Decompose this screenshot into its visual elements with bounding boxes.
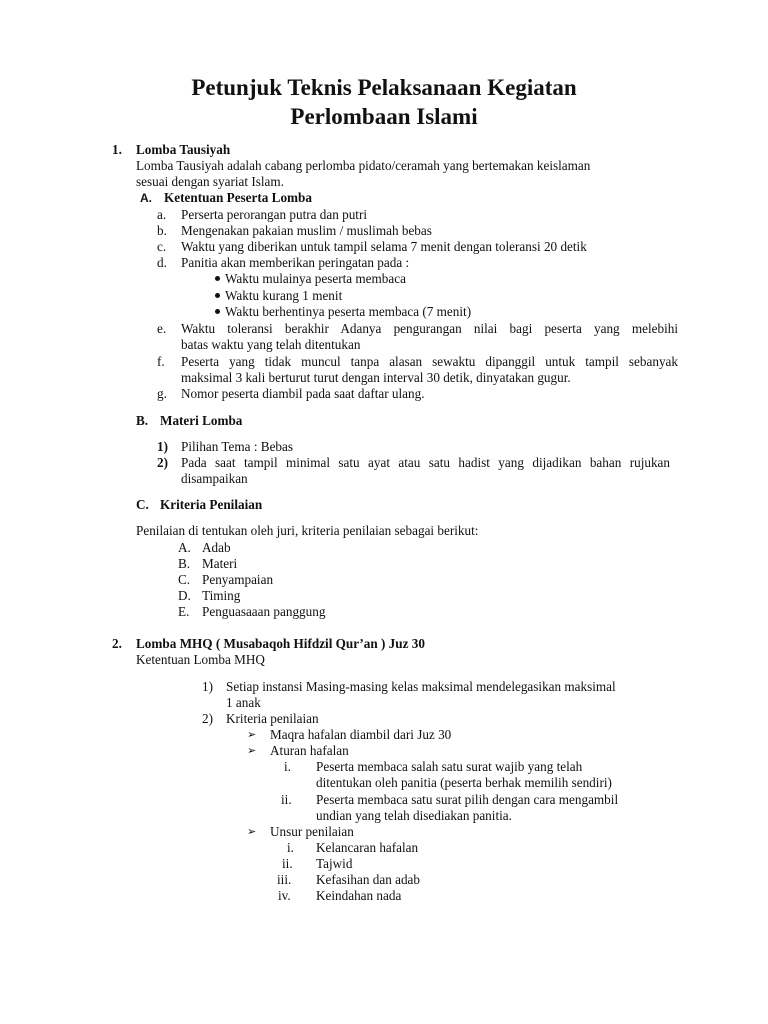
list-marker: e. — [157, 321, 167, 336]
arrow-item: Unsur penilaian — [270, 824, 354, 839]
bullet-item: Waktu mulainya peserta membaca — [225, 271, 406, 286]
subsection-b-heading: Materi Lomba — [160, 413, 243, 428]
roman-marker: iii. — [277, 872, 292, 887]
list-item: Setiap instansi Masing-masing kelas maksimal mendelegasikan maksimal — [226, 679, 616, 694]
section-1-heading: Lomba Tausiyah — [136, 142, 231, 157]
subsection-c-intro: Penilaian di tentukan oleh juri, kriteria penilaian sebagai berikut: — [136, 523, 479, 538]
section-2-heading: Lomba MHQ ( Musabaqoh Hifdzil Qur’an ) Juz 30 — [136, 636, 425, 651]
roman-marker: i. — [287, 840, 294, 855]
list-marker: g. — [157, 386, 167, 401]
subsection-c-heading: Kriteria Penilaian — [160, 497, 263, 512]
list-marker: B. — [178, 556, 191, 571]
list-item: Timing — [202, 588, 241, 603]
roman-item: Kelancaran hafalan — [316, 840, 419, 855]
subsection-b-label: B. — [136, 413, 149, 428]
document-title-line-2: Perlombaan Islami — [290, 104, 478, 129]
list-marker: E. — [178, 604, 190, 619]
section-1-number: 1. — [112, 142, 122, 157]
bullet-item: Waktu kurang 1 menit — [225, 288, 343, 303]
list-item: Pilihan Tema : Bebas — [181, 439, 294, 454]
subsection-a-label: A. — [140, 191, 152, 205]
list-item: Materi — [202, 556, 238, 571]
document-title-line-1: Petunjuk Teknis Pelaksanaan Kegiatan — [191, 75, 577, 100]
list-marker: 2) — [202, 711, 213, 726]
section-2-number: 2. — [112, 636, 122, 651]
list-marker: a. — [157, 207, 167, 222]
list-marker: f. — [157, 354, 165, 369]
roman-marker: ii. — [282, 856, 293, 871]
list-marker: 1) — [157, 439, 168, 454]
bullet-icon — [215, 304, 220, 320]
arrow-bullet-icon: ➢ — [247, 744, 257, 757]
list-marker: D. — [178, 588, 191, 603]
roman-item: Kefasihan dan adab — [316, 872, 420, 887]
list-item: Nomor peserta diambil pada saat daftar ulang. — [181, 386, 425, 401]
list-marker: A. — [178, 540, 191, 555]
roman-marker: ii. — [281, 792, 292, 807]
arrow-item: Maqra hafalan diambil dari Juz 30 — [270, 727, 452, 742]
list-marker: c. — [157, 239, 167, 254]
list-item-continuation: batas waktu yang telah ditentukan — [181, 337, 361, 352]
bullet-icon — [215, 288, 220, 304]
list-marker: 2) — [157, 455, 168, 470]
bullet-icon — [215, 271, 220, 287]
list-item: Mengenakan pakaian muslim / muslimah bebas — [181, 223, 432, 238]
roman-item: Peserta membaca salah satu surat wajib yang telah — [316, 759, 583, 774]
roman-item-continuation: ditentukan oleh panitia (peserta berhak memilih sendiri) — [316, 775, 612, 790]
roman-item-continuation: undian yang telah disediakan panitia. — [316, 808, 512, 823]
section-2-subheading: Ketentuan Lomba MHQ — [136, 652, 265, 667]
roman-marker: i. — [284, 759, 291, 774]
list-item: Pada saat tampil minimal satu ayat atau satu hadist yang dijadikan bahan rujukan — [181, 455, 670, 470]
list-marker: 1) — [202, 679, 213, 694]
list-item-continuation: disampaikan — [181, 471, 248, 486]
list-item: Perserta perorangan putra dan putri — [181, 207, 368, 222]
subsection-c-label: C. — [136, 497, 149, 512]
list-item: Adab — [202, 540, 231, 555]
arrow-item: Aturan hafalan — [270, 743, 349, 758]
roman-marker: iv. — [278, 888, 291, 903]
section-1-description-line-1: Lomba Tausiyah adalah cabang perlomba pidato/ceramah yang bertemakan keislaman — [136, 158, 591, 173]
list-item-continuation: 1 anak — [226, 695, 261, 710]
list-item: Peserta yang tidak muncul tanpa alasan sewaktu dipanggil untuk tampil sebanyak — [181, 354, 678, 369]
list-item: Kriteria penilaian — [226, 711, 319, 726]
list-item: Waktu toleransi berakhir Adanya pengurangan nilai bagi peserta yang melebihi — [181, 321, 678, 336]
roman-item: Peserta membaca satu surat pilih dengan cara mengambil — [316, 792, 619, 807]
list-item: Waktu yang diberikan untuk tampil selama 7 menit dengan toleransi 20 detik — [181, 239, 587, 254]
list-marker: b. — [157, 223, 167, 238]
list-item-continuation: maksimal 3 kali berturut turut dengan interval 30 detik, dinyatakan gugur. — [181, 370, 571, 385]
list-item: Panitia akan memberikan peringatan pada : — [181, 255, 410, 270]
arrow-bullet-icon: ➢ — [247, 825, 257, 838]
list-item: Penyampaian — [202, 572, 274, 587]
section-1-description-line-2: sesuai dengan syariat Islam. — [136, 174, 284, 189]
list-marker: d. — [157, 255, 167, 270]
subsection-a-heading: Ketentuan Peserta Lomba — [164, 190, 312, 205]
list-marker: C. — [178, 572, 191, 587]
roman-item: Tajwid — [316, 856, 353, 871]
arrow-bullet-icon: ➢ — [247, 728, 257, 741]
bullet-item: Waktu berhentinya peserta membaca (7 menit) — [225, 304, 472, 319]
roman-item: Keindahan nada — [316, 888, 402, 903]
list-item: Penguasaaan panggung — [202, 604, 326, 619]
